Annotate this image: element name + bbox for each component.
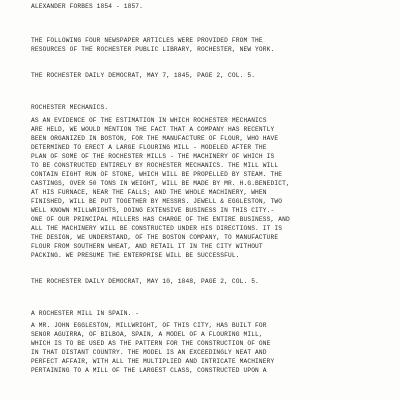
intro-line: RESOURCES OF THE ROCHESTER PUBLIC LIBRARY, ROCHESTER, NEW YORK. [31,46,275,53]
article1-text-line: PLAN OF SOME OF THE ROCHESTER MILLS - THE MACHINERY OF WHICH IS [31,153,275,160]
article2-text-line: IN THAT DISTANT COUNTRY. THE MODEL IS AN EXCEEDINGLY NEAT AND [31,349,267,356]
article2-text-line: PERTAINING TO A MILL OF THE LARGEST CLASS, CONSTRUCTED UPON A [31,367,267,374]
article1-text-line: AT HIS FURNACE, NEAR THE FALLS; AND THE WHOLE MACHINERY, WHEN [31,189,267,196]
intro-line: THE FOLLOWING FOUR NEWSPAPER ARTICLES WERE PROVIDED FROM THE [31,37,263,44]
article1-text-line: ONE OF OUR PRINCIPAL MILLERS HAS CHARGE OF THE ENTIRE BUSINESS, AND [31,216,290,223]
article1-text-line: FINISHED, WILL BE PUT TOGETHER BY MESSRS. JEWELL & EGGLESTON, TWO [31,198,283,205]
article1-text-line: PACKING. WE PRESUME THE ENTERPRISE WILL BE SUCCESSFUL. [31,252,240,259]
article2-title: A ROCHESTER MILL IN SPAIN. - [31,310,140,317]
article2-source: THE ROCHESTER DAILY DEMOCRAT, MAY 10, 1848, PAGE 2, COL. 5. [31,278,259,285]
article1-source: THE ROCHESTER DAILY DEMOCRAT, MAY 7, 1845, PAGE 2, COL. 5. [31,72,256,79]
article2-text-line: A MR. JOHN EGGLESTON, MILLWRIGHT, OF THIS CITY, HAS BUILT FOR [31,322,267,329]
article2-text-line: SENOR AGUIRRA, OF BILBOA, SPAIN, A MODEL OF A FLOURING MILL, [31,331,263,338]
article1-text-line: CASTINGS, OVER 50 TONS IN WEIGHT, WILL BE MADE BY MR. H.G.BENEDICT, [31,180,290,187]
article1-text-line: AS AN EVIDENCE OF THE ESTIMATION IN WHICH ROCHESTER MECHANICS [31,117,267,124]
article1-text-line: TO BE CONSTRUCTED ENTIRELY BY ROCHESTER MECHANICS. THE MILL WILL [31,162,279,169]
article1-title: ROCHESTER MECHANICS. [31,104,109,111]
article1-text-line: BEEN ORGANIZED IN BOSTON, FOR THE MANUFACTURE OF FLOUR, WHO HAVE [31,135,279,142]
article2-text-line: PERFECT AFFAIR, WITH ALL THE MULTIPLIED AND INTRICATE MACHINERY [31,358,275,365]
article1-text-line: WELL KNOWN MILLWRIGHTS, DOING EXTENSIVE BUSINESS IN THIS CITY.- [31,207,275,214]
article1-text-line: DETERMINED TO ERECT A LARGE FLOURING MILL - MODELED AFTER THE [31,144,267,151]
document-header: ALEXANDER FORBES 1854 - 1857. [31,3,144,10]
article1-text-line: THE DESIGN, WE UNDERSTAND, OF THE BOSTON COMPANY, TO MANUFACTURE [31,234,279,241]
article1-text-line: ARE HELD, WE WOULD MENTION THE FACT THAT A COMPANY HAS RECENTLY [31,126,275,133]
article2-text-line: WHICH IS TO BE USED AS THE PATTERN FOR THE CONSTRUCTION OF ONE [31,340,271,347]
article1-text-line: CONTAIN EIGHT RUN OF STONE, WHICH WILL BE PROPELLED BY STEAM. THE [31,171,283,178]
article1-text-line: ALL THE MACHINERY WILL BE CONSTRUCTED UNDER HIS DIRECTIONS. IT IS [31,225,283,232]
article1-text-line: FLOUR FROM SOUTHERN WHEAT, AND RETAIL IT IN THE CITY WITHOUT [31,243,263,250]
